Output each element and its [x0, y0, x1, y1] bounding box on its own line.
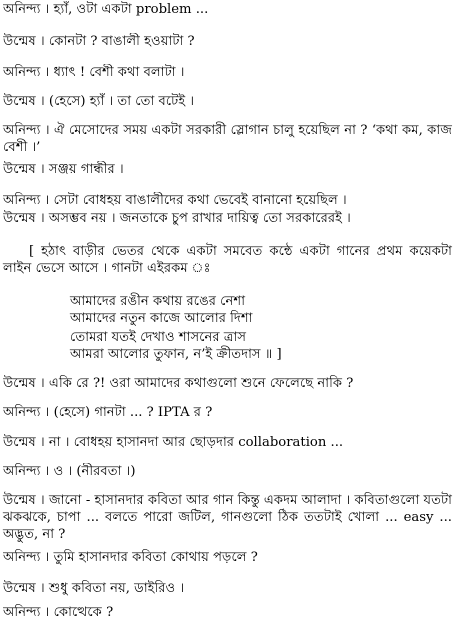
dialogue-line: উন্মেষ । সঞ্জয় গান্ধীর । [3, 162, 124, 177]
song-line: আমাদের রঙীন কথায় রঙের নেশা [70, 294, 246, 309]
dialogue-line: অনিন্দ্য । তুমি হাসানদার কবিতা কোথায় পড়লে ? [3, 550, 258, 565]
stage-direction: [ হঠাৎ বাড়ীর ভেতর থেকে একটা সমবেত কন্ঠে একটা গানের প্রথম কয়েকটা লাইন ভেসে আসে । গানটা এইরকম ঃ [3, 244, 452, 276]
dialogue-line: অনিন্দ্য । সেটা বোধহয় বাঙালীদের কথা ভেবেই বানানো হয়েছিল । [3, 193, 347, 208]
dialogue-line: অনিন্দ্য । কোত্থেকে ? [3, 605, 114, 620]
dialogue-line: উন্মেষ । অসম্ভব নয় । জনতাকে চুপ রাখার দায়িত্ব তো সরকারেরই । [3, 211, 351, 226]
dialogue-line: অনিন্দ্য । ঐ মেসোদের সময় একটা সরকারী স্লোগান চালু হয়েছিল না ? ‘কথা কম, কাজ বেশী ।’ [3, 123, 452, 155]
song-line: আমরা আলোর তুফান, ন’ই ক্রীতদাস ॥ ] [70, 347, 282, 362]
dialogue-line: উন্মেষ । শুধু কবিতা নয়, ডাইরিও । [3, 581, 185, 596]
dialogue-line: অনিন্দ্য । ধ্যাৎ ! বেশী কথা বলাটা । [3, 65, 185, 80]
dialogue-line: উন্মেষ । (হেসে) হ্যাঁ । তা তো বটেই । [3, 94, 195, 109]
dialogue-line: উন্মেষ । জানো - হাসানদার কবিতা আর গান কিন্তু একদম আলাদা । কবিতাগুলো যতটা ঝকঝকে, চাপা ... বলতে পারো জটিল, গানগুলো ঠিক ততটাই খোলা ... easy ... অদ্ভুত, না ? [3, 493, 452, 542]
dialogue-line: অনিন্দ্য । হ্যাঁ, ওটা একটা problem ... [3, 2, 209, 17]
dialogue-line: উন্মেষ । কোনটা ? বাঙালী হওয়াটা ? [3, 34, 195, 49]
song-line: তোমরা যতই দেখাও শাসনের ত্রাস [70, 330, 247, 345]
song-line: আমাদের নতুন কাজে আলোর দিশা [70, 311, 253, 326]
dialogue-line: উন্মেষ । একি রে ?! ওরা আমাদের কথাগুলো শুনে ফেলেছে নাকি ? [3, 376, 354, 391]
dialogue-line: অনিন্দ্য । ও । (নীরবতা ।) [3, 464, 136, 479]
dialogue-line: অনিন্দ্য । (হেসে) গানটা ... ? IPTA র ? [3, 405, 213, 420]
dialogue-line: উন্মেষ । না । বোধহয় হাসানদা আর ছোড়দার collaboration ... [3, 435, 344, 450]
